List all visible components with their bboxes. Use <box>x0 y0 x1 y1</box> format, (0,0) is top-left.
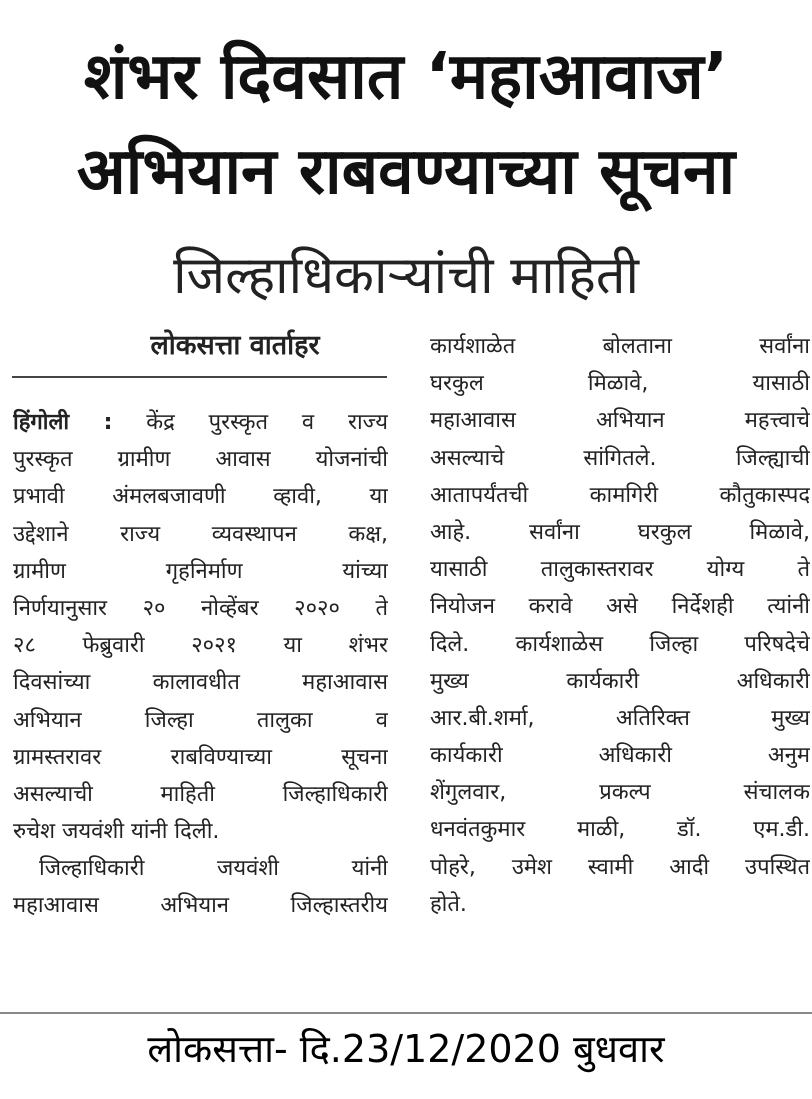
article-line: घरकुल मिळावे, यासाठी <box>430 371 810 397</box>
article-line: होते. <box>430 891 467 917</box>
publication-footer: लोकसत्ता- दि.23/12/2020 बुधवार <box>147 1027 665 1071</box>
article-line: प्रभावी अंमलबजावणी व्हावी, या <box>13 484 388 510</box>
article-line: असल्याचे सांगितले. जिल्ह्याची <box>430 445 810 471</box>
footer-divider <box>0 1012 812 1014</box>
article-line: निर्णयानुसार २० नोव्हेंबर २०२० ते <box>13 595 388 621</box>
article-line: महाआवास अभियान जिल्हास्तरीय <box>13 893 388 919</box>
article-column-left <box>13 404 388 925</box>
article-line: महाआवास अभियान महत्त्वाचे <box>430 408 810 434</box>
article-line: हिंगोली : केंद्र पुरस्कृत व राज्य <box>13 410 388 435</box>
article-line: नियोजन करावे असे निर्देशही त्यांनी <box>430 594 810 620</box>
article-line: धनवंतकुमार माळी, डॉ. एम.डी. <box>430 817 810 843</box>
subheadline: जिल्हाधिकाऱ्यांची माहिती <box>173 246 639 306</box>
article-line: कार्यशाळेत बोलताना सर्वांना <box>430 334 810 359</box>
article-line: २८ फेब्रुवारी २०२१ या शंभर <box>13 633 388 659</box>
byline-divider <box>12 376 387 378</box>
article-line: जिल्हाधिकारी जयवंशी यांनी <box>39 856 388 882</box>
article-line: कार्यकारी अधिकारी अनुम <box>430 743 810 769</box>
byline: लोकसत्ता वार्ताहर <box>150 330 320 361</box>
article-line: आतापर्यंतची कामगिरी कौतुकास्पद <box>430 482 810 508</box>
headline-line-2: अभियान राबवण्याच्या सूचना <box>76 135 736 209</box>
article-line: मुख्य कार्यकारी अधिकारी <box>430 668 810 694</box>
article-line: पोहरे, उमेश स्वामी आदी उपस्थित <box>430 854 810 880</box>
article-line: दिले. कार्यशाळेस जिल्हा परिषदेचे <box>430 631 810 657</box>
article-line: अभियान जिल्हा तालुका व <box>13 707 388 733</box>
article-line: असल्याची माहिती जिल्हाधिकारी <box>13 781 388 807</box>
article-line: पुरस्कृत ग्रामीण आवास योजनांची <box>13 447 388 473</box>
article-line: उद्देशाने राज्य व्यवस्थापन कक्ष, <box>13 521 388 547</box>
article-line: रुचेश जयवंशी यांनी दिली. <box>13 819 220 845</box>
dateline-place: हिंगोली : <box>13 410 113 435</box>
article-line: शेंगुलवार, प्रकल्प संचालक <box>430 780 810 806</box>
headline-line-1: शंभर दिवसात ‘महाआवाज’ <box>83 40 729 114</box>
article-line: ग्रामस्तरावर राबविण्याच्या सूचना <box>13 744 388 770</box>
article-line: ग्रामीण गृहनिर्माण यांच्या <box>13 558 388 584</box>
article-line: आहे. सर्वांना घरकुल मिळावे, <box>430 519 810 545</box>
article-column-right <box>430 328 810 923</box>
article-line: आर.बी.शर्मा, अतिरिक्त मुख्य <box>430 705 810 731</box>
article-line: दिवसांच्या कालावधीत महाआवास <box>13 670 388 696</box>
article-line: यासाठी तालुकास्तरावर योग्य ते <box>430 557 810 583</box>
